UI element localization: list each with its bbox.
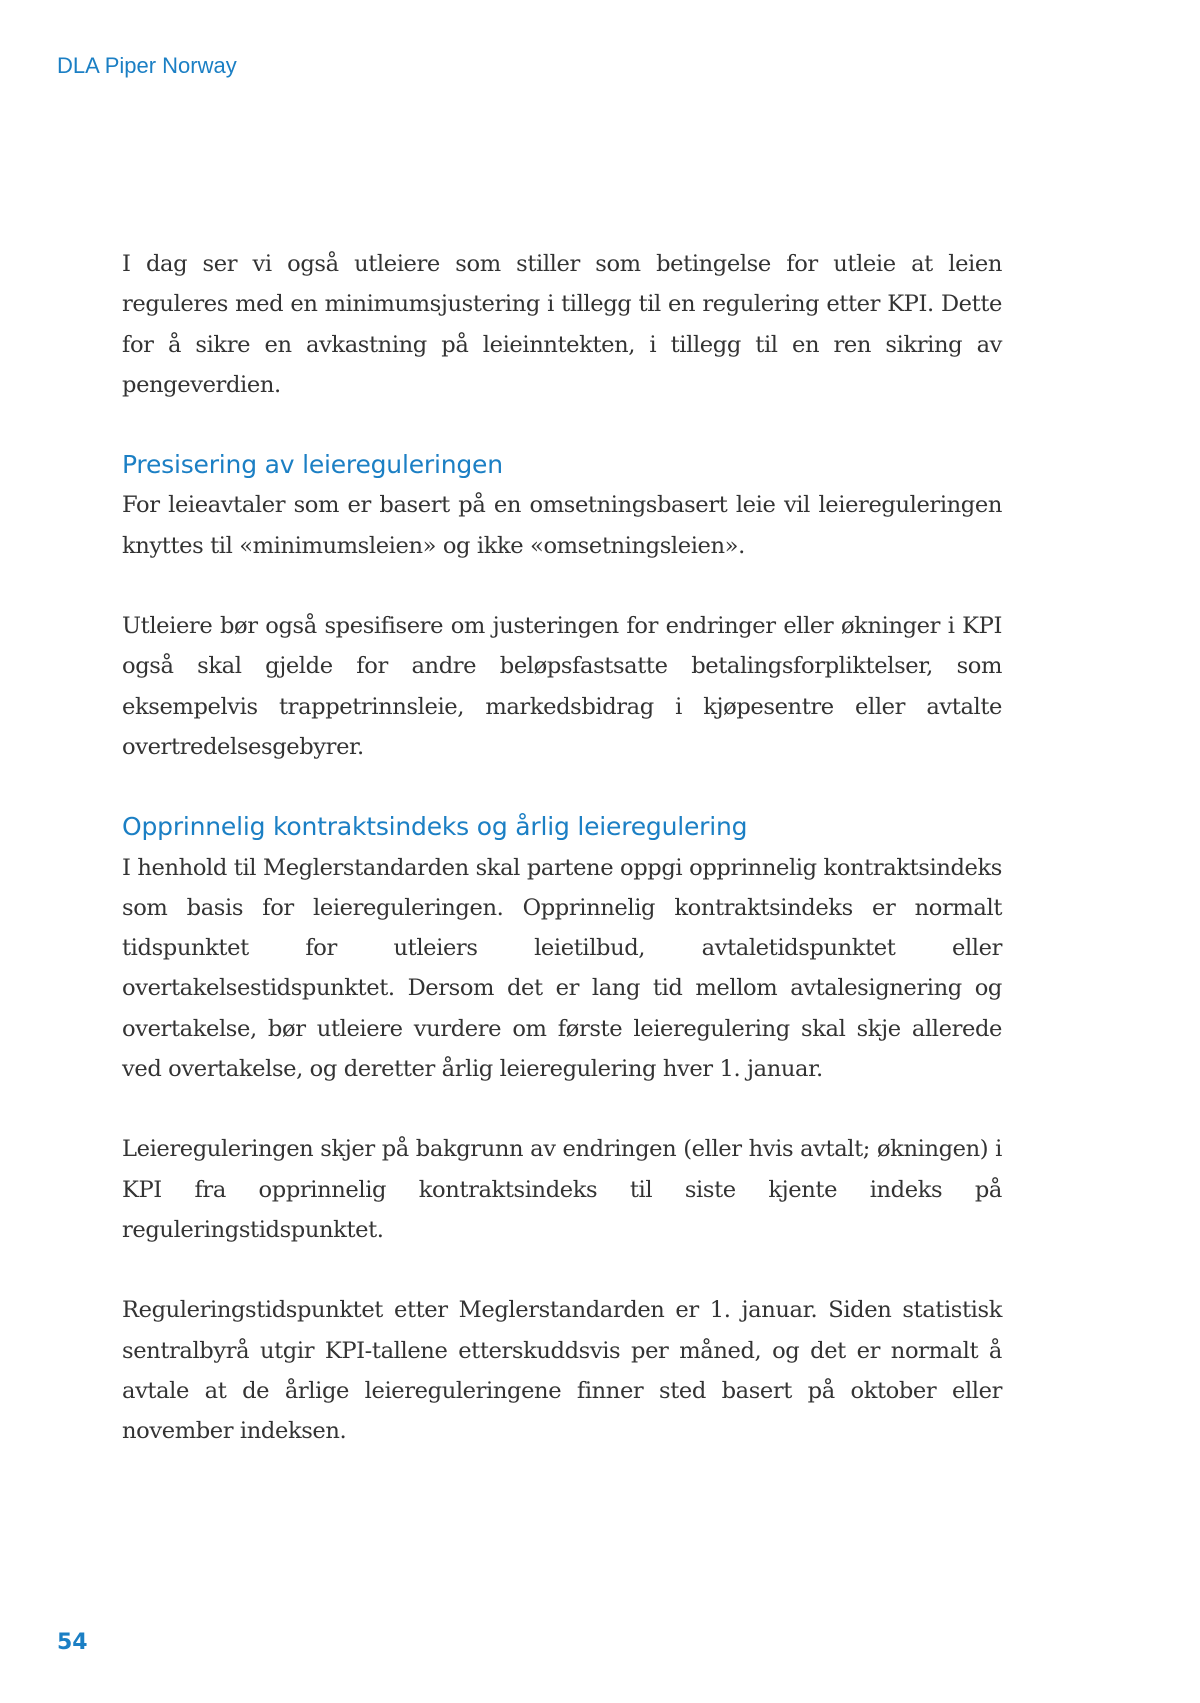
page-number: 54 [57, 1630, 88, 1655]
heading-original-index: Opprinnelig kontraktsindeks og årlig leieregulering [122, 812, 748, 842]
paragraph-turnover-rent: For leieavtaler som er basert på en omsetningsbasert leie vil leiereguleringen knyttes til «minimumsleien» og ikke «omsetningsleien». [122, 492, 1002, 559]
paragraph-other-obligations: Utleiere bør også spesifisere om justeringen for endringer eller økninger i KPI også skal gjelde for andre beløpsfastsatte betalingsforpliktelser, som eksempelvis trappetrinnsleie, markedsbidrag i kjøpesentre eller avtalte overtredelsesgebyrer. [122, 613, 1002, 760]
paragraph-meglerstandarden-index: I henhold til Meglerstandarden skal partene oppgi opprinnelig kontraktsindeks som basis for leiereguleringen. Opprinnelig kontraktsindeks er normalt tidspunktet for utleiers leietilbud, avtaletidspunktet eller overtakelsestidspunktet. Dersom det er lang tid mellom avtalesignering og overtakelse, bør utleiere vurdere om første leieregulering skal skje allerede ved overtakelse, og deretter årlig leieregulering hver 1. januar. [122, 854, 1002, 1083]
paragraph-regulation-basis: Leiereguleringen skjer på bakgrunn av endringen (eller hvis avtalt; økningen) i KPI fra opprinnelig kontraktsindeks til siste kjente indeks på reguleringstidspunktet. [122, 1136, 1002, 1243]
paragraph-minimum-adjustment: I dag ser vi også utleiere som stiller som betingelse for utleie at leien reguleres med en minimumsjustering i tillegg til en regulering etter KPI. Dette for å sikre en avkastning på leieinntekten, i tillegg til en ren sikring av pengeverdien. [122, 251, 1002, 398]
heading-specification: Presisering av leiereguleringen [122, 450, 503, 480]
paragraph-regulation-date: Reguleringstidspunktet etter Meglerstandarden er 1. januar. Siden statistisk sentralbyrå utgir KPI-tallene etterskuddsvis per måned, og det er normalt å avtale at de årlige leiereguleringene finner sted basert på oktober eller november indeksen. [122, 1297, 1002, 1445]
document-body [122, 244, 1002, 1451]
running-header: DLA Piper Norway [57, 53, 237, 78]
